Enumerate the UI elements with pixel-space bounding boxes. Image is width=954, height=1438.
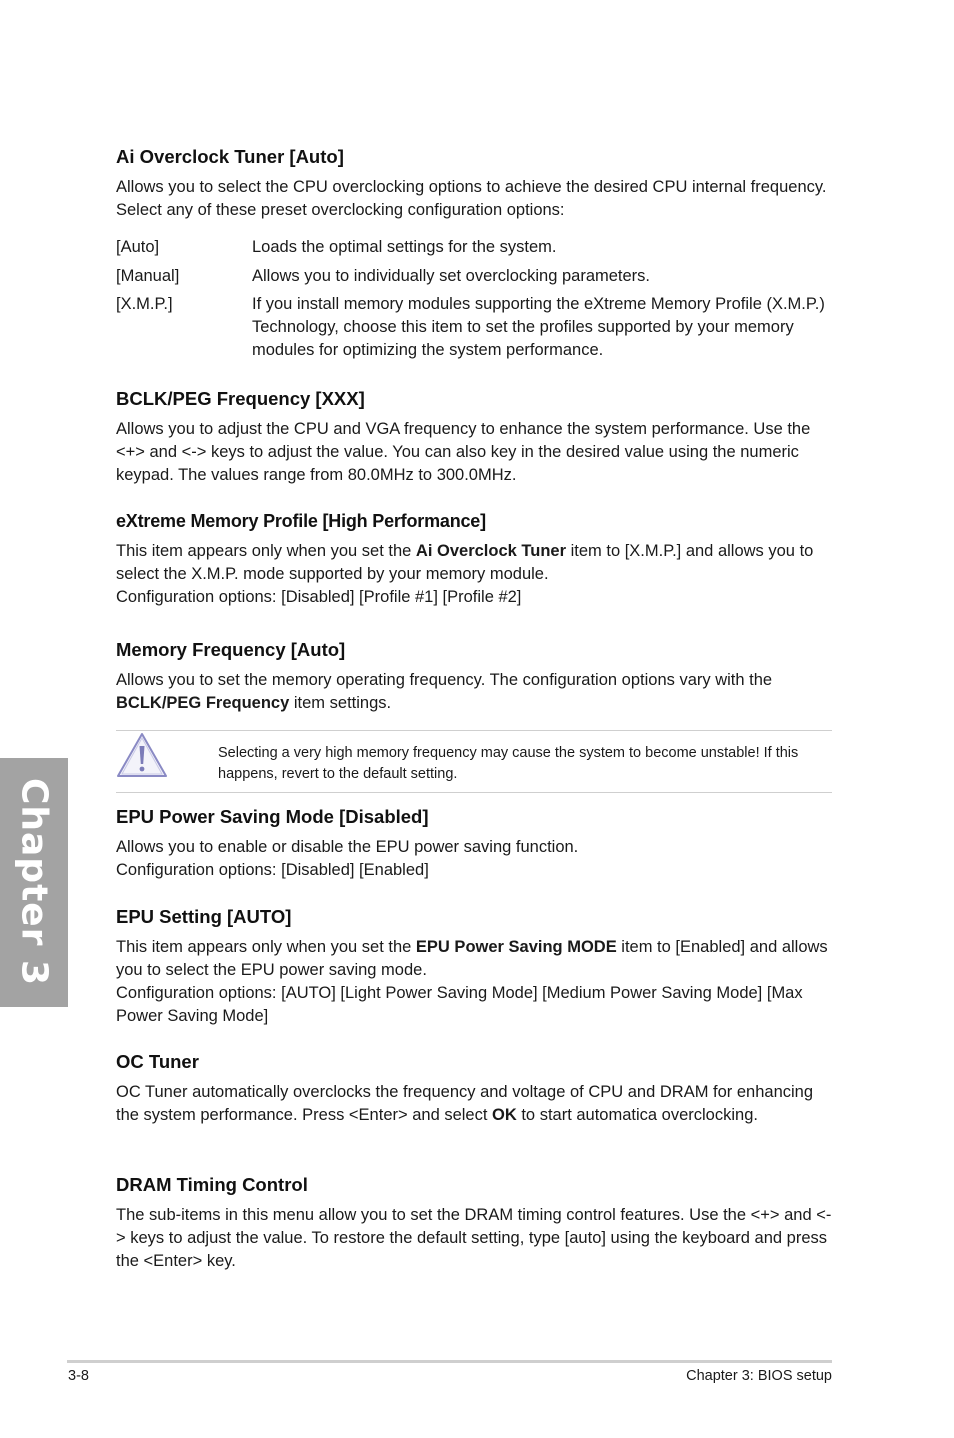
- bclk-desc: Allows you to adjust the CPU and VGA frequency to enhance the system performance. Use the <+> and <-> keys to adjust the value. You can also key in the desired value using the numeric keypad. The values range from 80.0MHz to 300.0MHz.: [116, 420, 811, 484]
- option-key: [X.M.P.]: [116, 295, 173, 313]
- oc-tuner-heading: OC Tuner: [116, 1051, 199, 1072]
- mem-freq-heading: Memory Frequency [Auto]: [116, 639, 346, 660]
- epu-mode-config: Configuration options: [Disabled] [Enabled]: [116, 861, 429, 879]
- option-desc: If you install memory modules supporting the eXtreme Memory Profile (X.M.P.) Technology, choose this item to set the profiles supported by your memory modules for optimizing the system performance.: [252, 295, 825, 359]
- option-key: [Auto]: [116, 238, 160, 256]
- chapter-tab-label: Chapter 3: [13, 777, 55, 987]
- xmp-desc-bold: Ai Overclock Tuner: [415, 542, 567, 560]
- footer-divider: [67, 1360, 832, 1363]
- option-key: [Manual]: [116, 267, 180, 285]
- mem-freq-desc: Allows you to set the memory operating frequency. The configuration options vary with the BCLK/PEG Frequency item settings.: [116, 671, 773, 712]
- xmp-desc: This item appears only when you set the Ai Overclock Tuner item to [X.M.P.] and allows you to select the X.M.P. mode supported by your memory module.: [116, 542, 814, 583]
- oc-tuner-desc: OC Tuner automatically overclocks the frequency and voltage of CPU and DRAM for enhancing the system performance. Press <Enter> and select OK to start automatica overclocking.: [116, 1083, 814, 1124]
- epu-setting-desc-bold: EPU Power Saving MODE: [415, 938, 617, 956]
- mem-freq-desc-bold: BCLK/PEG Frequency: [116, 694, 290, 712]
- dram-desc: The sub-items in this menu allow you to set the DRAM timing control features. Use the <+> and <-> keys to adjust the value. To restore the default setting, type [auto] using the keyboard and press the <Enter> key.: [116, 1206, 832, 1270]
- bclk-heading: BCLK/PEG Frequency [XXX]: [116, 388, 365, 409]
- option-desc: Allows you to individually set overclocking parameters.: [252, 267, 651, 285]
- epu-setting-config: Configuration options: [AUTO] [Light Power Saving Mode] [Medium Power Saving Mode] [Max Power Saving Mode]: [116, 984, 803, 1025]
- option-desc: Loads the optimal settings for the system.: [252, 238, 557, 256]
- ai-overclock-heading: Ai Overclock Tuner [Auto]: [116, 146, 344, 167]
- xmp-heading: eXtreme Memory Profile [High Performance]: [116, 511, 486, 531]
- epu-mode-heading: EPU Power Saving Mode [Disabled]: [116, 806, 429, 827]
- oc-tuner-desc-bold: OK: [492, 1106, 517, 1124]
- warning-note: [116, 730, 832, 793]
- epu-setting-heading: EPU Setting [AUTO]: [116, 906, 292, 927]
- epu-mode-desc: Allows you to enable or disable the EPU power saving function.: [116, 838, 579, 856]
- footer-chapter-title: Chapter 3: BIOS setup: [686, 1368, 832, 1384]
- dram-heading: DRAM Timing Control: [116, 1174, 308, 1195]
- warning-triangle-icon: [116, 732, 168, 778]
- ai-overclock-desc: Allows you to select the CPU overclocking options to achieve the desired CPU internal frequency. Select any of these preset overclocking configuration options:: [116, 178, 827, 219]
- epu-setting-desc: This item appears only when you set the EPU Power Saving MODE item to [Enabled] and allows you to select the EPU power saving mode.: [116, 938, 828, 979]
- page-number: 3-8: [68, 1368, 89, 1384]
- warning-note-text: Selecting a very high memory frequency may cause the system to become unstable! If this happens, revert to the default setting.: [218, 745, 799, 782]
- xmp-config: Configuration options: [Disabled] [Profile #1] [Profile #2]: [116, 588, 522, 606]
- chapter-side-tab: [0, 758, 68, 1007]
